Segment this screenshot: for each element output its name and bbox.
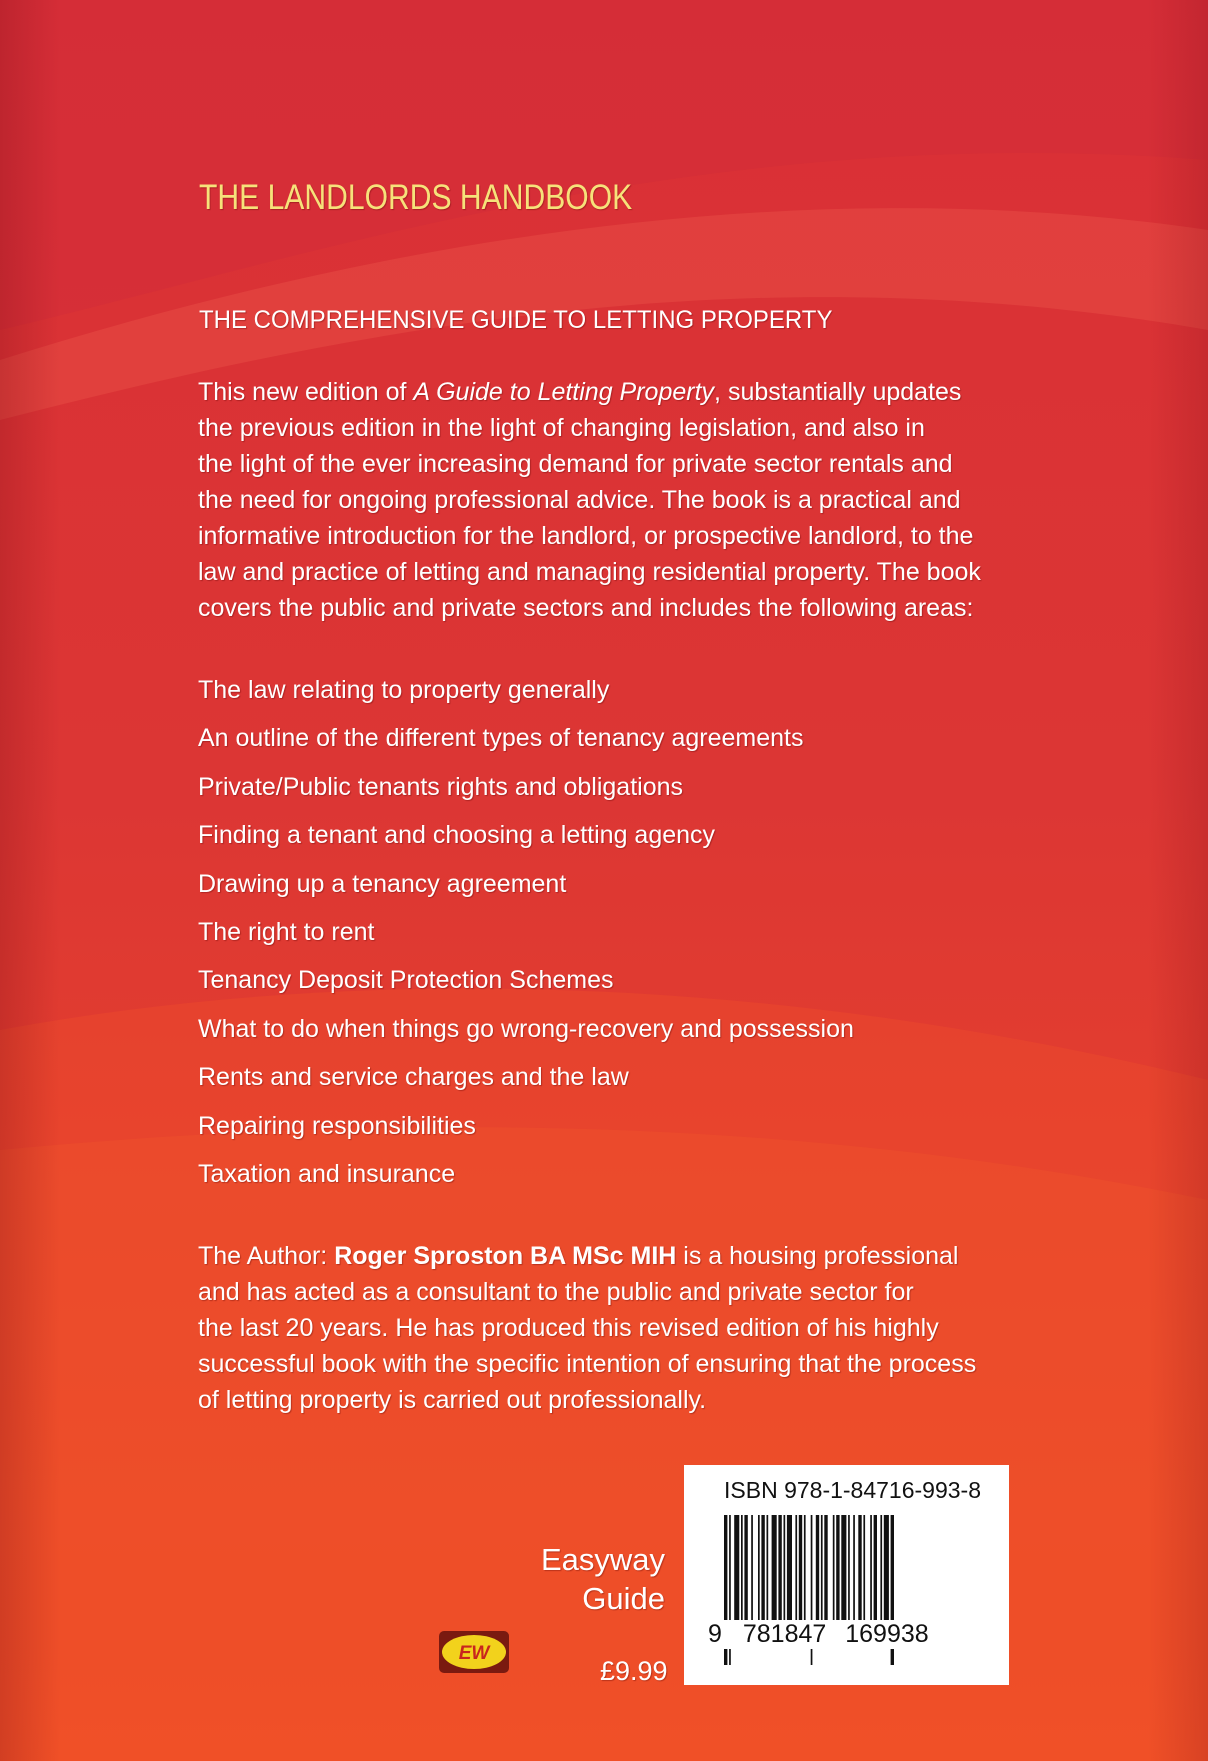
- intro-paragraph: [198, 374, 1058, 626]
- intro-line: informative introduction for the landlord, or prospective landlord, to the: [198, 522, 974, 550]
- intro-line: This new edition of A Guide to Letting Property, substantially updates: [198, 378, 962, 406]
- book-subtitle: THE COMPREHENSIVE GUIDE TO LETTING PROPERTY: [199, 306, 833, 334]
- barcode-digits: [706, 1620, 931, 1649]
- book-title: THE LANDLORDS HANDBOOK: [199, 178, 633, 217]
- topic-item: Taxation and insurance: [198, 1159, 456, 1188]
- author-line: successful book with the specific intention of ensuring that the process: [198, 1350, 977, 1378]
- author-line: The Author: Roger Sproston BA MSc MIH is a housing professional: [198, 1242, 959, 1270]
- topic-item: Tenancy Deposit Protection Schemes: [198, 966, 614, 995]
- intro-line: the previous edition in the light of changing legislation, and also in: [198, 414, 925, 442]
- book-reference: A Guide to Letting Property: [413, 378, 715, 406]
- barcode-digit-group: 169938: [845, 1620, 929, 1648]
- series-name: [520, 1540, 665, 1618]
- topic-item: Private/Public tenants rights and obligations: [198, 772, 684, 801]
- author-line: the last 20 years. He has produced this revised edition of his highly: [198, 1314, 939, 1342]
- topic-item: An outline of the different types of tenancy agreements: [198, 724, 804, 753]
- author-name: Roger Sproston BA MSc MIH: [334, 1242, 677, 1270]
- barcode-digit-first: 9: [708, 1620, 722, 1648]
- topic-item: Drawing up a tenancy agreement: [198, 869, 567, 898]
- barcode-digit-group: 781847: [742, 1620, 827, 1648]
- topic-item: The right to rent: [198, 917, 375, 946]
- intro-line: the need for ongoing professional advice. The book is a practical and: [198, 486, 961, 514]
- topic-item: Rents and service charges and the law: [198, 1063, 629, 1092]
- isbn-label: ISBN 978-1-84716-993-8: [724, 1477, 981, 1503]
- logo-text: EW: [458, 1643, 490, 1664]
- series-line: Easyway: [540, 1542, 665, 1577]
- barcode-box: [684, 1465, 1009, 1685]
- intro-line: covers the public and private sectors and includes the following areas:: [198, 594, 974, 622]
- spine-shadow: [0, 0, 60, 1761]
- author-line: and has acted as a consultant to the public and private sector for: [198, 1278, 914, 1306]
- topic-item: Repairing responsibilities: [198, 1111, 476, 1140]
- intro-line: law and practice of letting and managing residential property. The book: [198, 558, 981, 586]
- topic-item: Finding a tenant and choosing a letting agency: [198, 821, 716, 850]
- series-line: Guide: [582, 1581, 665, 1616]
- author-line: of letting property is carried out professionally.: [198, 1386, 707, 1414]
- topics-list: [198, 672, 854, 1204]
- publisher-logo-icon: [438, 1630, 510, 1674]
- topic-item: What to do when things go wrong-recovery and possession: [198, 1014, 854, 1043]
- intro-line: the light of the ever increasing demand for private sector rentals and: [198, 450, 953, 478]
- edge-shadow: [1148, 0, 1208, 1761]
- author-bio: [198, 1238, 1058, 1418]
- price: £9.99: [600, 1656, 668, 1686]
- topic-item: The law relating to property generally: [198, 676, 610, 704]
